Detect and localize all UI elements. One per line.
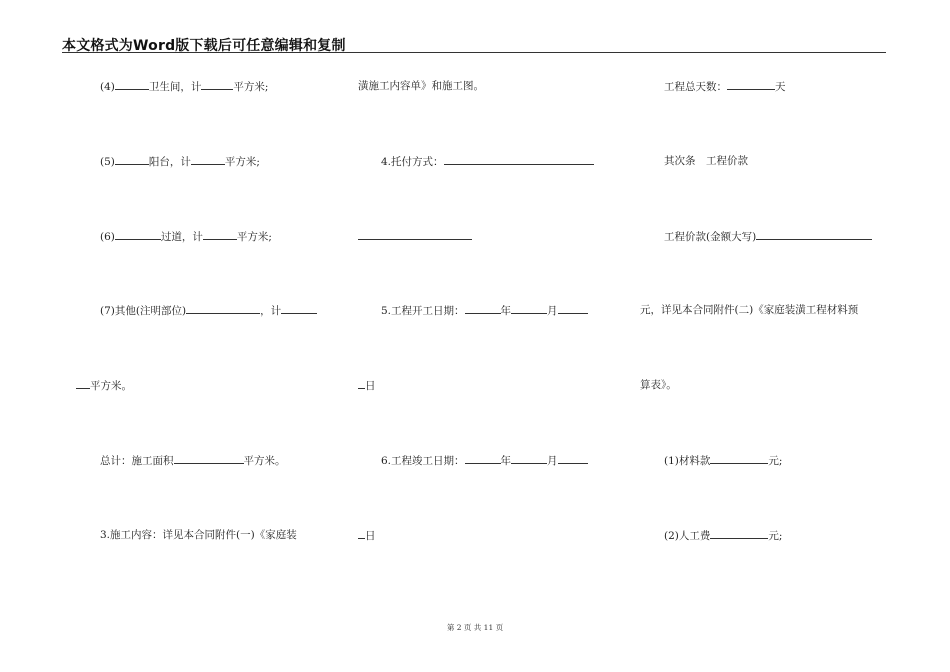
fill-blank [174, 453, 244, 464]
text: (5) [100, 156, 115, 168]
fill-blank [186, 303, 260, 314]
fill-blank [358, 229, 472, 240]
fill-blank [203, 229, 237, 240]
col3-line-material [664, 453, 782, 468]
text: 工程价款(金额大写) [664, 231, 757, 243]
fill-blank [358, 528, 365, 539]
text: 平方米。 [243, 455, 286, 467]
text: 年 [500, 455, 512, 467]
fill-blank [558, 303, 588, 314]
text: 其次条 工程价款 [664, 155, 748, 167]
col2-line-entrust-cont [358, 229, 472, 244]
text: 3.施工内容：详见本合同附件(一)《家庭装 [100, 529, 297, 541]
col2-line-start-date [381, 303, 588, 318]
text: 月 [547, 455, 558, 467]
text: (7)其他(注明部位) [100, 305, 187, 317]
text: 总计：施工面积 [100, 455, 174, 467]
fill-blank [201, 79, 233, 90]
fill-blank [710, 528, 768, 539]
fill-blank [76, 378, 90, 389]
col1-line-corridor [100, 229, 272, 244]
fill-blank [511, 303, 547, 314]
col1-line-other-cont [76, 378, 132, 393]
col3-line-price [664, 229, 872, 244]
header-divider [62, 52, 886, 53]
text: 过道，计 [160, 231, 203, 243]
text: 4.托付方式： [381, 156, 444, 168]
text: 日 [365, 530, 376, 542]
text: 卫生间，计 [148, 81, 202, 93]
col2-line-end-day [358, 528, 376, 543]
text: 工程总天数： [664, 81, 727, 93]
col2-line-end-date [381, 453, 588, 468]
fill-blank [465, 453, 501, 464]
text: 阳台，计 [148, 156, 191, 168]
col1-line-balcony [100, 154, 260, 169]
text: ，计 [260, 305, 282, 317]
col2-line-content-list [358, 79, 484, 93]
fill-blank [281, 303, 317, 314]
col1-line-content [100, 528, 297, 542]
fill-blank [191, 154, 225, 165]
text: 平方米; [233, 81, 269, 93]
col1-line-bathroom [100, 79, 268, 94]
col3-line-total-days [664, 79, 786, 94]
fill-blank [465, 303, 501, 314]
text: (4) [100, 81, 115, 93]
col3-line-budget [640, 378, 677, 392]
col1-line-total [100, 453, 286, 468]
text: 平方米; [224, 156, 260, 168]
col2-line-entrust [381, 154, 594, 169]
fill-blank [558, 453, 588, 464]
text: (1)材料款 [664, 455, 711, 467]
fill-blank [511, 453, 547, 464]
fill-blank [710, 453, 768, 464]
text: 元; [768, 530, 783, 542]
text: 算表》。 [640, 379, 677, 391]
text: (6) [100, 231, 115, 243]
text: 元，详见本合同附件(二)《家庭装潢工程材料预 [640, 304, 859, 316]
text: 日 [365, 380, 376, 392]
text: 平方米。 [90, 380, 132, 392]
text: 5.工程开工日期： [381, 305, 465, 317]
text: 月 [547, 305, 558, 317]
text: (2)人工费 [664, 530, 711, 542]
text: 潢施工内容单》和施工图。 [358, 80, 484, 92]
page-header-title: 本文格式为Word版下载后可任意编辑和复制 [62, 38, 346, 54]
col1-line-other [100, 303, 317, 318]
fill-blank [727, 79, 775, 90]
col3-line-article2 [664, 154, 748, 168]
text: 平方米; [236, 231, 272, 243]
page-footer: 第 2 页 共 11 页 [446, 623, 504, 632]
col2-line-start-day [358, 378, 376, 393]
fill-blank [756, 229, 872, 240]
text: 年 [500, 305, 512, 317]
fill-blank [115, 79, 149, 90]
fill-blank [444, 154, 594, 165]
fill-blank [115, 154, 149, 165]
col3-line-price-detail [640, 303, 858, 317]
fill-blank [115, 229, 161, 240]
col3-line-labor [664, 528, 782, 543]
text: 6.工程竣工日期： [381, 455, 465, 467]
text: 天 [775, 81, 786, 93]
fill-blank [358, 378, 365, 389]
text: 元; [768, 455, 783, 467]
